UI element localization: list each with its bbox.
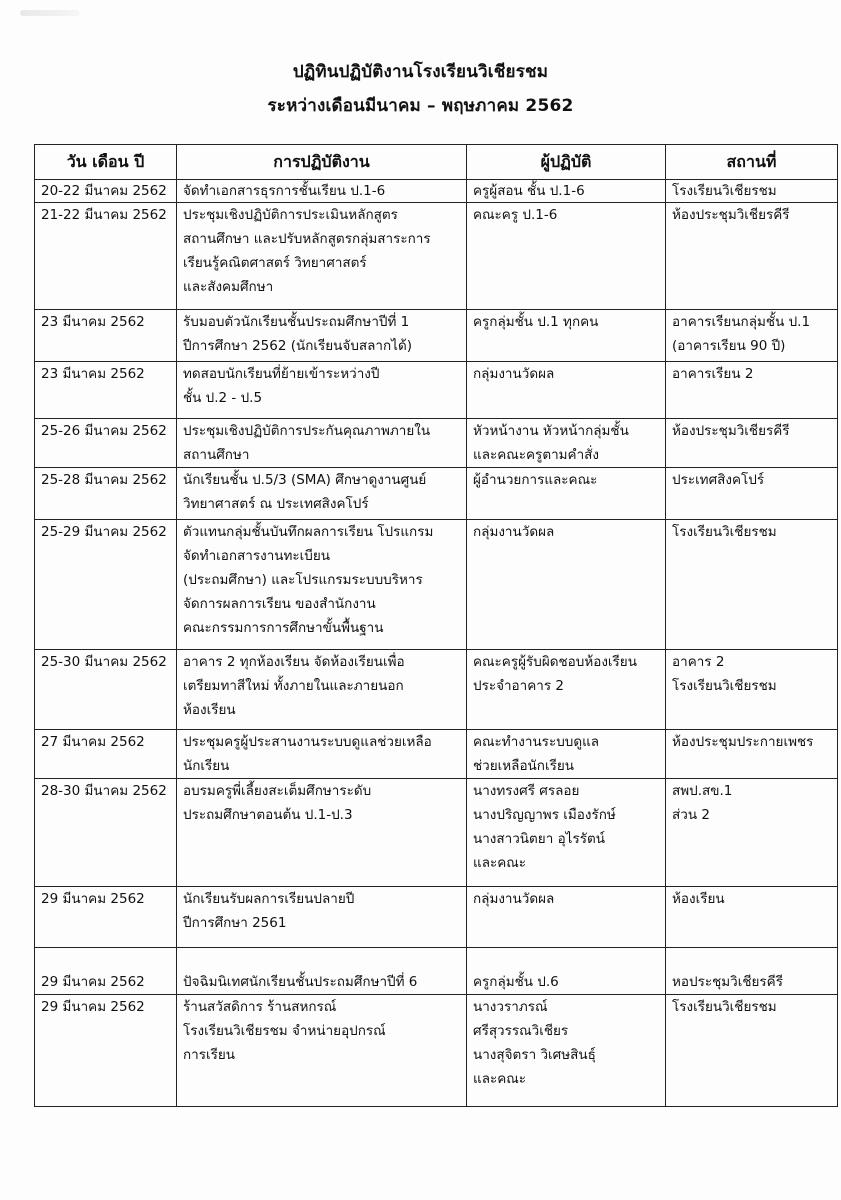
table-row [35,730,838,779]
table-row [35,995,838,1107]
responsible-cell [467,310,666,362]
activity-line: นักเรียนรับผลการเรียนปลายปี [183,891,355,907]
place-cell [666,468,838,520]
place-line: อาคาร 2 [672,654,725,670]
place-cell [666,310,838,362]
date-cell: 29 มีนาคม 2562 [35,887,177,948]
date-cell: 28-30 มีนาคม 2562 [35,779,177,887]
table-row [35,948,838,995]
document-title: ปฏิทินปฏิบัติงานโรงเรียนวิเชียรชม [292,62,549,82]
responsible-cell [467,180,666,203]
place-cell [666,203,838,310]
table-header-row [35,145,838,180]
place-line: หอประชุมวิเชียรคีรี [672,974,783,990]
activity-line: และสังคมศึกษา [183,279,274,295]
place-line: ห้องประชุมประกายเพชร [672,734,814,750]
place-cell [666,948,838,995]
date-cell: 23 มีนาคม 2562 [35,310,177,362]
activity-line: สถานศึกษา [183,447,250,463]
activity-cell [177,419,467,468]
responsible-cell [467,520,666,650]
place-cell [666,887,838,948]
activity-line: เรียนรู้คณิตศาสตร์ วิทยาศาสตร์ [183,255,367,271]
activity-line: คณะกรรมการการศึกษาขั้นพื้นฐาน [183,620,384,636]
place-cell [666,779,838,887]
activity-cell [177,948,467,995]
table-row [35,779,838,887]
activity-cell [177,995,467,1107]
activity-line: ประชุมเชิงปฏิบัติการประเมินหลักสูตร [183,207,398,223]
responsible-cell [467,948,666,995]
place-line: อาคารเรียนกลุ่มชั้น ป.1 [672,314,811,330]
header-responsible: ผู้ปฏิบัติ [467,145,666,180]
activity-line: นักเรียน [183,758,230,774]
activity-line: วิทยาศาสตร์ ณ ประเทศสิงคโปร์ [183,496,369,512]
place-cell [666,995,838,1107]
responsible-cell [467,650,666,730]
responsible-line: คณะครู ป.1-6 [473,207,558,223]
table-row [35,362,838,419]
date-cell: 25-28 มีนาคม 2562 [35,468,177,520]
activity-cell [177,310,467,362]
place-line: โรงเรียนวิเชียรชม [672,183,777,199]
responsible-cell [467,468,666,520]
activity-line: สถานศึกษา และปรับหลักสูตรกลุ่มสาระการ [183,231,431,247]
activity-line: ตัวแทนกลุ่มชั้นบันทึกผลการเรียน โปรแกรม [183,524,434,540]
scan-artifact [20,10,80,16]
responsible-line: นางปริญญาพร เมืองรักษ์ [473,807,616,823]
responsible-line: กลุ่มงานวัดผล [473,891,555,907]
activity-line: จัดการผลการเรียน ของสำนักงาน [183,596,376,612]
date-cell: 25-29 มีนาคม 2562 [35,520,177,650]
date-cell: 25-30 มีนาคม 2562 [35,650,177,730]
schedule-table [34,144,838,1107]
activity-line: ชั้น ป.2 - ป.5 [183,390,263,406]
date-cell: 27 มีนาคม 2562 [35,730,177,779]
place-line: สพป.สข.1 [672,783,733,799]
activity-cell [177,203,467,310]
date-cell: 29 มีนาคม 2562 [35,948,177,995]
responsible-line: นางสุจิตรา วิเศษสินธุ์ [473,1047,596,1063]
place-cell [666,180,838,203]
responsible-line: กลุ่มงานวัดผล [473,366,555,382]
place-cell [666,650,838,730]
activity-line: การเรียน [183,1047,236,1063]
activity-line: ทดสอบนักเรียนที่ย้ายเข้าระหว่างปี [183,366,380,382]
responsible-line: ช่วยเหลือนักเรียน [473,758,574,774]
responsible-cell [467,419,666,468]
place-line: ห้องเรียน [672,891,725,907]
table-row [35,419,838,468]
activity-line: จัดทำเอกสารธุรการชั้นเรียน ป.1-6 [183,183,386,199]
document-subtitle: ระหว่างเดือนมีนาคม – พฤษภาคม 2562 [267,96,574,116]
place-cell [666,419,838,468]
activity-line: อบรมครูพี่เลี้ยงสะเต็มศึกษาระดับ [183,783,372,799]
activity-line: อาคาร 2 ทุกห้องเรียน จัดห้องเรียนเพื่อ [183,654,405,670]
place-line: โรงเรียนวิเชียรชม [672,524,777,540]
responsible-cell [467,362,666,419]
table-row [35,203,838,310]
header-place: สถานที่ [666,145,838,180]
activity-line: (ประถมศึกษา) และโปรแกรมระบบบริหาร [183,572,423,588]
place-line: ประเทศสิงคโปร์ [672,472,765,488]
responsible-line: คณะทำงานระบบดูแล [473,734,600,750]
activity-line: ร้านสวัสดิการ ร้านสหกรณ์ [183,999,337,1015]
place-line: โรงเรียนวิเชียรชม [672,678,777,694]
activity-cell [177,468,467,520]
table-row [35,520,838,650]
activity-line: รับมอบตัวนักเรียนชั้นประถมศึกษาปีที่ 1 [183,314,410,330]
place-line: ห้องประชุมวิเชียรคีรี [672,423,790,439]
table-body [35,180,838,1107]
activity-line: ประชุมครูผู้ประสานงานระบบดูแลช่วยเหลือ [183,734,432,750]
responsible-line: ศรีสุวรรณวิเชียร [473,1023,569,1039]
table-row [35,468,838,520]
place-line: อาคารเรียน 2 [672,366,754,382]
responsible-line: ครูผู้สอน ชั้น ป.1-6 [473,183,585,199]
activity-line: ประชุมเชิงปฏิบัติการประกันคุณภาพภายใน [183,423,431,439]
activity-cell [177,650,467,730]
activity-line: ปัจฉิมนิเทศนักเรียนชั้นประถมศึกษาปีที่ 6 [183,974,418,990]
activity-line: ปีการศึกษา 2561 [183,915,287,931]
place-line: ห้องประชุมวิเชียรคีรี [672,207,790,223]
responsible-line: กลุ่มงานวัดผล [473,524,555,540]
responsible-line: ผู้อำนวยการและคณะ [473,472,598,488]
activity-line: ปีการศึกษา 2562 (นักเรียนจับสลากได้) [183,338,412,354]
place-cell [666,362,838,419]
activity-cell [177,180,467,203]
activity-line: โรงเรียนวิเชียรชม จำหน่ายอุปกรณ์ [183,1023,386,1039]
responsible-line: ประจำอาคาร 2 [473,678,564,694]
activity-cell [177,887,467,948]
activity-line: ประถมศึกษาตอนต้น ป.1-ป.3 [183,807,353,823]
date-cell: 29 มีนาคม 2562 [35,995,177,1107]
responsible-cell [467,730,666,779]
responsible-line: และคณะ [473,1071,527,1087]
date-cell: 23 มีนาคม 2562 [35,362,177,419]
responsible-cell [467,203,666,310]
responsible-line: และคณะครูตามคำสั่ง [473,447,600,463]
date-cell: 20-22 มีนาคม 2562 [35,180,177,203]
responsible-line: ครูกลุ่มชั้น ป.6 [473,974,559,990]
activity-line: เตรียมทาสีใหม่ ทั้งภายในและภายนอก [183,678,404,694]
activity-cell [177,520,467,650]
activity-line: จัดทำเอกสารงานทะเบียน [183,548,330,564]
date-cell: 25-26 มีนาคม 2562 [35,419,177,468]
date-cell: 21-22 มีนาคม 2562 [35,203,177,310]
responsible-line: นางสาวนิตยา อุไรรัตน์ [473,831,605,847]
header-date: วัน เดือน ปี [35,145,177,180]
responsible-cell [467,887,666,948]
place-line: โรงเรียนวิเชียรชม [672,999,777,1015]
place-line: (อาคารเรียน 90 ปี) [672,338,786,354]
place-cell [666,520,838,650]
responsible-line: คณะครูผู้รับผิดชอบห้องเรียน [473,654,637,670]
responsible-cell [467,779,666,887]
table-row [35,180,838,203]
table-row [35,887,838,948]
activity-line: ห้องเรียน [183,702,236,718]
place-line: ส่วน 2 [672,807,710,823]
responsible-line: และคณะ [473,855,527,871]
responsible-line: นางวราภรณ์ [473,999,548,1015]
table-row [35,650,838,730]
place-cell [666,730,838,779]
responsible-cell [467,995,666,1107]
responsible-line: หัวหน้างาน หัวหน้ากลุ่มชั้น [473,423,629,439]
responsible-line: ครูกลุ่มชั้น ป.1 ทุกคน [473,314,599,330]
activity-cell [177,779,467,887]
activity-line: นักเรียนชั้น ป.5/3 (SMA) ศึกษาดูงานศูนย์ [183,472,427,488]
table-row [35,310,838,362]
activity-cell [177,730,467,779]
responsible-line: นางทรงศรี ศรลอย [473,783,580,799]
activity-cell [177,362,467,419]
header-activity: การปฏิบัติงาน [177,145,467,180]
